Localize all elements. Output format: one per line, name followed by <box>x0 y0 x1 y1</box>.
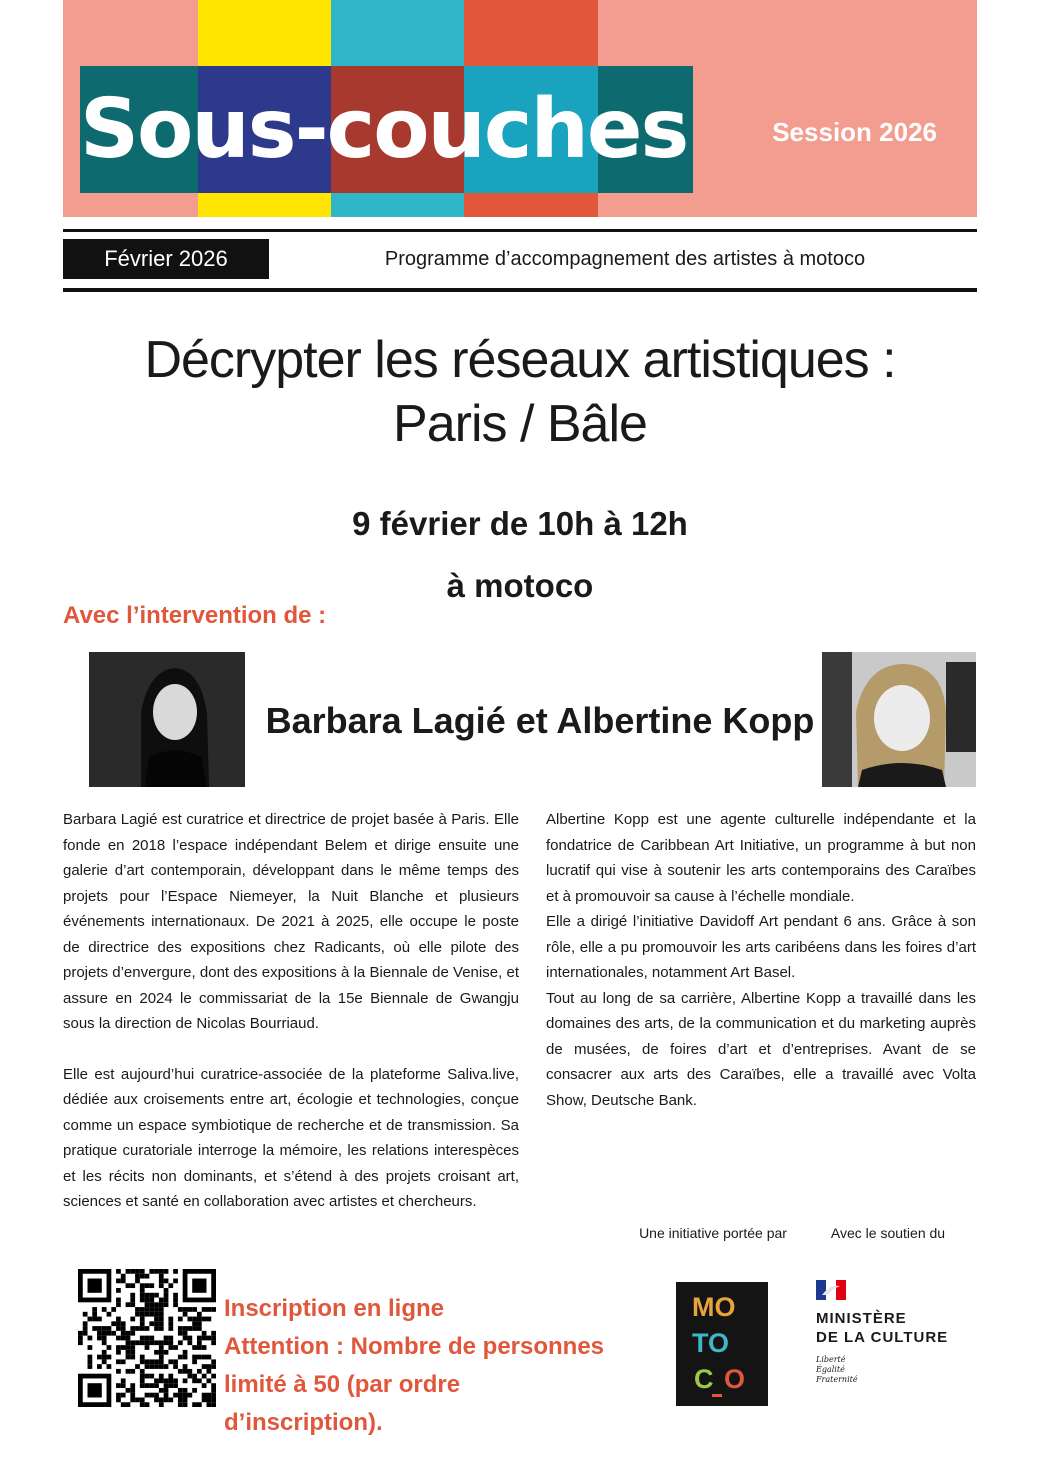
registration-info <box>224 1290 624 1442</box>
qr-code-icon <box>78 1269 216 1407</box>
portrait-icon <box>89 652 245 787</box>
registration-link[interactable]: Inscription en ligne <box>224 1295 445 1322</box>
bio-paragraph: Elle est aujourd’hui curatrice-associée de la plateforme Saliva.live, dédiée aux croisements entre art, écologie et technologies, conçue comme un espace symbiotique de recherche et de transmission. Sa pratique curatoriale interroge la mémoire, les relations interespèces et les récits non dominants, et s’étend à des projets croisant art, sciences et santé en collaboration avec artistes et chercheurs. <box>63 1065 519 1210</box>
bio-albertine <box>546 807 976 1113</box>
program-subtitle: Programme d’accompagnement des artistes à motoco <box>384 248 866 270</box>
french-flag-icon <box>816 1280 846 1300</box>
photo-albertine-kopp <box>822 652 976 787</box>
top-rule <box>63 229 977 232</box>
event-datetime: 9 février de 10h à 12h <box>352 505 688 542</box>
photo-barbara-lagie <box>89 652 245 787</box>
bio-paragraph: Albertine Kopp est une agente culturelle indépendante et la fondatrice de Caribbean Art Initiative, un programme à but non lucratif qui vise à soutenir les arts contemporains des Caraïbes et à promouvoir sa cause à l’échelle mondiale. <box>546 811 976 905</box>
bio-paragraph: Elle a dirigé l’initiative Davidoff Art pendant 6 ans. Grâce à son rôle, elle a pu promouvoir les arts caribéens dans les foires d’art internationales, notamment Art Basel. <box>546 913 976 981</box>
ministry-name-line2: DE LA CULTURE <box>816 1329 949 1346</box>
registration-limit: limité à 50 (par ordre d’inscription). <box>224 1371 461 1436</box>
registration-warning: Attention : Nombre de personnes <box>224 1333 605 1360</box>
logo-letters-to: TO <box>692 1328 730 1358</box>
event-title-line2: Paris / Bâle <box>393 395 647 453</box>
event-title <box>63 328 977 456</box>
bio-barbara <box>63 807 519 1215</box>
logo-letter-o: O <box>724 1364 746 1394</box>
portrait-icon <box>822 652 976 787</box>
session-label: Session 2026 <box>772 117 937 147</box>
header-banner <box>63 0 977 217</box>
event-place: à motoco <box>446 567 594 604</box>
initiative-label: Une initiative portée par <box>639 1225 787 1241</box>
qr-code[interactable] <box>78 1269 216 1407</box>
ministry-name-line1: MINISTÈRE <box>816 1310 907 1327</box>
intervention-label: Avec l’intervention de : <box>63 602 327 629</box>
motto-line1: Liberté <box>816 1355 846 1364</box>
logo-letter-c: C <box>694 1364 714 1394</box>
logo-letters-mo: MO <box>692 1292 736 1322</box>
bio-paragraph: Barbara Lagié est curatrice et directrice de projet basée à Paris. Elle fonde en 2018 l’espace indépendant Belem et dirige ensuite une galerie d’art contemporain, développant dans le même temps des projets pour l’Espace Niemeyer, la Nuit Blanche et plusieurs événements internationaux. De 2021 à 2025, elle occupe le poste de directrice des expositions chez Radicants, où elle pilote des projets d’envergure, dont des expositions à la Biennale de Venise, et assure en 2024 le commissariat de la 15e Biennale de Gwangju sous la direction de Nicolas Bourriaud. <box>63 811 519 1032</box>
event-title-line1: Décrypter les réseaux artistiques : <box>144 331 896 389</box>
motoco-logo <box>676 1282 768 1406</box>
support-label: Avec le soutien du <box>830 1225 946 1241</box>
speaker-names: Barbara Lagié et Albertine Kopp <box>265 700 815 741</box>
bio-paragraph: Tout au long de sa carrière, Albertine Kopp a travaillé dans les domaines des arts, de la communication et du marketing auprès de musées, de foires d’art et d’entreprises. Avant de se consacrer aux arts des Caraïbes, elle a travaillé avec Volta Show, Deutsche Bank. <box>546 989 976 1109</box>
issue-date: Février 2026 <box>63 239 269 279</box>
bottom-rule <box>63 288 977 292</box>
logo-underscore <box>712 1394 722 1397</box>
motto-line2: Égalité <box>816 1365 845 1374</box>
logo-title: Sous-couches <box>80 82 688 177</box>
motto-line3: Fraternité <box>816 1375 858 1384</box>
ministry-logo <box>816 1280 986 1385</box>
